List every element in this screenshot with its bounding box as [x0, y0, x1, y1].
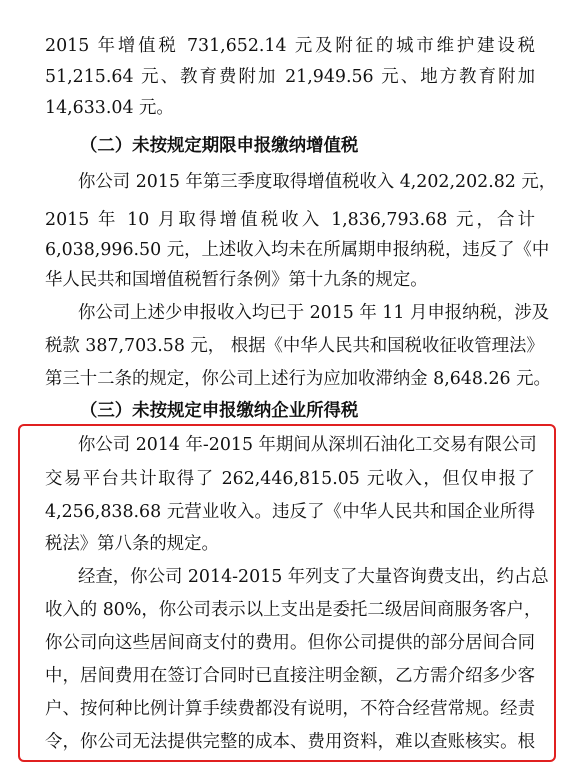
- paragraph-1-line-3: 14,633.04 元。: [45, 98, 174, 118]
- section-heading-2: （二）未按规定期限申报缴纳增值税: [80, 136, 359, 156]
- paragraph-5-line-5: 户、按何种比例计算手续费都没有说明，不符合经营常规。经责: [45, 699, 535, 719]
- paragraph-5-line-4: 中，居间费用在签订合同时已直接注明金额，乙方需介绍多少客: [45, 666, 535, 686]
- paragraph-2-line-1: 你公司 2015 年第三季度取得增值税收入 4,202,202.82 元，: [78, 172, 557, 192]
- paragraph-5-line-2: 收入的 80%，你公司表示以上支出是委托二级居间商服务客户，: [45, 600, 542, 620]
- paragraph-4-line-1: 你公司 2014 年-2015 年期间从深圳石油化工交易有限公司: [78, 435, 537, 455]
- paragraph-3-line-1: 你公司上述少申报收入均已于 2015 年 11 月申报纳税，涉及: [78, 303, 550, 323]
- paragraph-5-line-3: 你公司向这些居间商支付的费用。但你公司提供的部分居间合同: [45, 633, 535, 653]
- paragraph-1-line-1: 2015 年增值税 731,652.14 元及附征的城市维护建设税: [45, 36, 535, 56]
- section-heading-3: （三）未按规定申报缴纳企业所得税: [80, 401, 359, 421]
- paragraph-2-line-2: 2015 年 10 月取得增值税收入 1,836,793.68 元，合计: [45, 210, 535, 230]
- paragraph-2-line-3: 6,038,996.50 元，上述收入均未在所属期申报纳税，违反了《中: [45, 240, 550, 260]
- paragraph-5-line-6: 令，你公司无法提供完整的成本、费用资料，难以查账核实。根: [45, 732, 535, 752]
- paragraph-5-line-1: 经查，你公司 2014-2015 年列支了大量咨询费支出，约占总: [78, 567, 549, 587]
- paragraph-4-line-3: 4,256,838.68 元营业收入。违反了《中华人民共和国企业所得: [45, 502, 535, 522]
- paragraph-4-line-2: 交易平台共计取得了 262,446,815.05 元收入，但仅申报了: [45, 469, 535, 489]
- paragraph-3-line-3: 第三十二条的规定，你公司上述行为应加收滞纳金 8,648.26 元。: [45, 369, 551, 389]
- paragraph-1-line-2: 51,215.64 元、教育费附加 21,949.56 元、地方教育附加: [45, 67, 535, 87]
- paragraph-3-line-2: 税款 387,703.58 元， 根据《中华人民共和国税收征收管理法》: [45, 336, 544, 356]
- paragraph-4-line-4: 税法》第八条的规定。: [45, 534, 219, 554]
- paragraph-2-line-4: 华人民共和国增值税暂行条例》第十九条的规定。: [45, 270, 428, 290]
